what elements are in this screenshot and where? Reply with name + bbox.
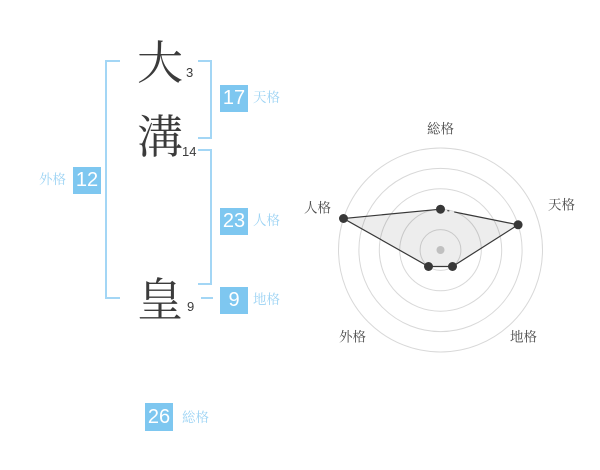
- soukaku-badge: 26: [145, 403, 173, 431]
- name-char-3: 皇: [137, 274, 183, 326]
- radar-point: [424, 262, 433, 271]
- name-char-2: 溝: [137, 111, 183, 163]
- stroke-count-1: 3: [186, 65, 194, 80]
- jinkaku-badge: 23: [220, 208, 248, 235]
- chikaku-label: 地格: [253, 292, 280, 307]
- chikaku-badge: 9: [220, 287, 248, 314]
- radar-axis-label: 地格: [510, 329, 537, 345]
- radar-point: [448, 262, 457, 271]
- radar-point: [339, 214, 348, 223]
- stroke-count-3: 9: [187, 299, 195, 314]
- radar-center-dot: [437, 246, 445, 254]
- gaikaku-label: 外格: [39, 172, 66, 187]
- tenkaku-label: 天格: [253, 90, 280, 105]
- jinkaku-bracket: [198, 149, 212, 285]
- gaikaku-bracket: [105, 60, 120, 299]
- soukaku-label: 総格: [182, 410, 209, 425]
- radar-chart: [295, 110, 595, 360]
- stroke-count-2: 14: [182, 144, 197, 159]
- gaikaku-badge: 12: [73, 167, 101, 194]
- radar-point: [436, 205, 445, 214]
- tenkaku-bracket: [198, 60, 212, 139]
- jinkaku-label: 人格: [253, 213, 280, 228]
- radar-axis-label: 人格: [304, 200, 331, 216]
- name-char-1: 大: [137, 37, 183, 89]
- radar-point: [514, 220, 523, 229]
- radar-axis-label: 外格: [339, 329, 366, 345]
- chikaku-bracket: [201, 297, 213, 299]
- radar-axis-label: 天格: [548, 197, 575, 213]
- radar-polygon-fill: [344, 209, 519, 266]
- radar-axis-label: 総格: [427, 121, 454, 137]
- tenkaku-badge: 17: [220, 85, 248, 112]
